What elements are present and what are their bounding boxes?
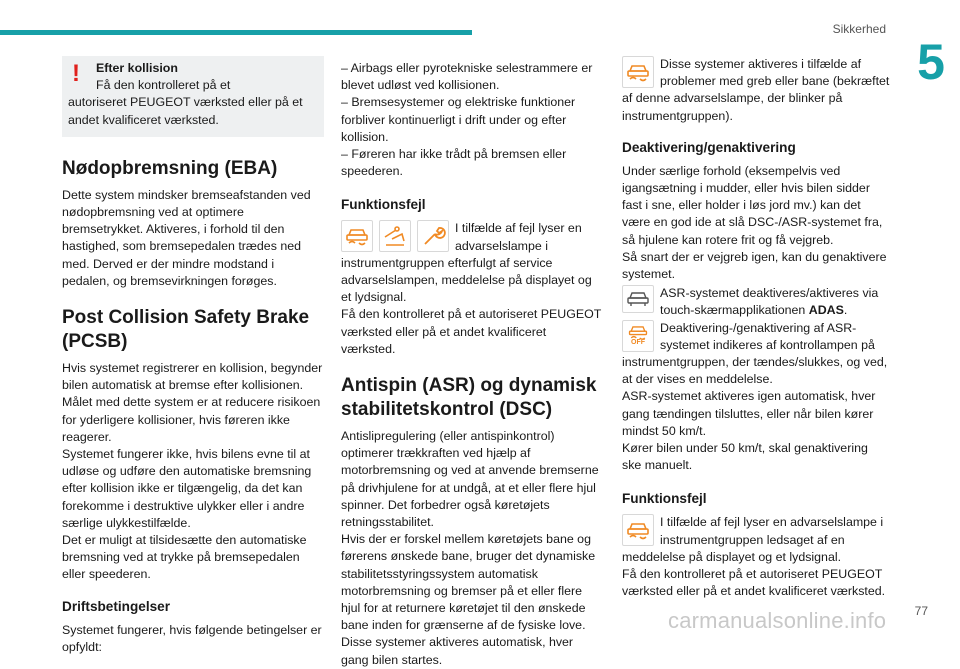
conditions-text: Systemet fungerer, hvis følgende betingelser er opfyldt: <box>62 622 322 654</box>
condition-bullet-3: – Føreren har ikke trådt på bremsen eller speederen. <box>341 147 567 179</box>
car-skid-icon <box>622 514 654 546</box>
chapter-number: 5 <box>917 34 945 90</box>
asr-text-1: Antislipregulering (eller antispinkontrol) optimerer trækkraften ved hjælp af motorbremsning og ved at anvende bremserne på drivhjulene for at undgå, at et eller flere hjul spinner. Det forbedrer også køretøjets retningsstabilitet. <box>341 429 599 530</box>
asr-heading: Antispin (ASR) og dynamisk stabilitetskontrol (DSC) <box>341 375 597 421</box>
touch-text-end: . <box>843 303 848 318</box>
conditions-heading: Driftsbetingelser <box>62 598 171 614</box>
column-2 <box>341 60 603 669</box>
warning-box <box>62 56 324 137</box>
pcsb-heading: Post Collision Safety Brake (PCSB) <box>62 307 310 353</box>
off-text: Deaktivering-/genaktivering af ASR-systemet indikeres af kontrollampen på instrumentgruppen, der tændes/slukkes, og ved, at der vises en meddelelse. <box>622 320 888 387</box>
condition-bullet-2: – Bremsesystemer og elektriske funktioner forbliver kontinuerligt i drift under og efter kollision. <box>341 95 576 144</box>
eba-heading: Nødopbremsning (EBA) <box>62 157 278 179</box>
section-title: Sikkerhed <box>832 22 886 36</box>
column-1 <box>62 56 324 656</box>
eba-text: Dette system mindsker bremseafstanden ved nødopbremsning ved at optimere bremsetrykket. Aktiveres, i forhold til den hastighed, som bremsepedalen trædes ned med. Derved er der mindre modstand i pedalen, og bremsevirkningen forøges. <box>62 187 311 288</box>
car-skid-off-icon <box>622 320 654 352</box>
car-icon <box>622 285 654 313</box>
pcsb-text-1: Hvis systemet registrerer en kollision, begynder bilen automatisk at bremse efter kollisionen. Målet med dette system er at reducere risikoen for yderligere kollisioner, hvis føreren ikke reagerer. <box>62 361 323 444</box>
deactivation-text-1: Under særlige forhold (eksempelvis ved igangsætning i mudder, eller hvis bilen sidder fast i sne, eller holder i løs jord mv.) kan det være en god ide at slå DSC-/ASR-systemet fra, så hjulene kan rotere frit og få vejgreb. <box>622 163 883 247</box>
fault-text-4: Få den kontrolleret på et autoriseret PEUGEOT værksted eller på et andet kvalificeret værksted. <box>622 567 886 599</box>
watermark: carmanualsonline.info <box>668 608 887 633</box>
warning-title: Efter kollision <box>96 61 178 75</box>
pcsb-text-3: Det er muligt at tilsidesætte den automatiske bremsning ved at trykke på bremsepedalen eller speederen. <box>62 533 307 582</box>
pcsb-text-2: Systemet fungerer ikke, hvis bilens evne til at udløse og udføre den automatiske bremsning efter kollision ikke er tilgængelig, da det kan forekomme i destruktive ulykker eller i andre særlige ulykkestilfælde. <box>62 447 312 530</box>
fault-text-2: Få den kontrolleret på et autoriseret PEUGEOT værksted eller på et andet kvalificeret værksted. <box>341 307 602 356</box>
asr-text-2: Hvis der er forskel mellem køretøjets bane og førerens ønskede bane, bruger det dynamiske stabilitetsstyringssystem automatisk motorbremsning og bremser på et eller flere hjul for at returnere køretøjet til den ønskede bane inden for grænserne af de fysiske love. <box>341 532 596 633</box>
car-skid-icon <box>341 220 373 252</box>
fault-text-3: I tilfælde af fejl lyser en advarselslampe i instrumentgruppen ledsaget af en meddelelse på displayet og et lydsignal. <box>622 515 884 564</box>
warning-line-2: autoriseret PEUGEOT værksted eller på et andet kvalificeret værksted. <box>68 95 303 127</box>
activation-text: Disse systemer aktiveres i tilfælde af problemer med greb eller bane (bekræftet af denne advarselslampe, der blinker på instrumentgruppen). <box>622 57 890 123</box>
speed-text: Kører bilen under 50 km/t, skal genaktivering ske manuelt. <box>622 441 868 473</box>
deactivation-text-2: Så snart der er vejgreb igen, kan du genaktivere systemet. <box>622 249 887 282</box>
off-icon-label: OFF <box>631 338 645 346</box>
page-number: 77 <box>914 604 928 618</box>
fault-heading: Funktionsfejl <box>341 197 426 213</box>
warning-line-1: Få den kontrolleret på et <box>96 78 231 93</box>
asr-text-3: Disse systemer aktiveres automatisk, hver gang bilen startes. <box>341 635 574 667</box>
column-3 <box>622 56 890 600</box>
adas-label: ADAS <box>808 303 844 318</box>
condition-bullet-1: – Airbags eller pyrotekniske selestrammere er blevet udløst ved kollisionen. <box>341 61 593 93</box>
fault-icon-row <box>341 220 449 252</box>
brake-warning-icon <box>379 220 411 252</box>
fault-text: I tilfælde af fejl lyser en advarselslampe i instrumentgruppen efterfulgt af service advarselslampen, meddelelse på displayet og et lydsignal. <box>341 221 592 305</box>
wrench-icon <box>417 220 449 252</box>
header-accent-bar <box>0 30 472 35</box>
deactivation-heading: Deaktivering/genaktivering <box>622 139 796 155</box>
fault-heading-2: Funktionsfejl <box>622 491 707 507</box>
car-skid-icon <box>622 56 654 88</box>
touch-text: ASR-systemet deaktiveres/aktiveres via touch-skærmapplikationen <box>660 286 879 318</box>
exclamation-icon: ! <box>72 60 80 87</box>
reactivate-text: ASR-systemet aktiveres igen automatisk, hver gang tændingen tilsluttes, eller når bilen kører mindst 50 km/t. <box>622 389 876 438</box>
